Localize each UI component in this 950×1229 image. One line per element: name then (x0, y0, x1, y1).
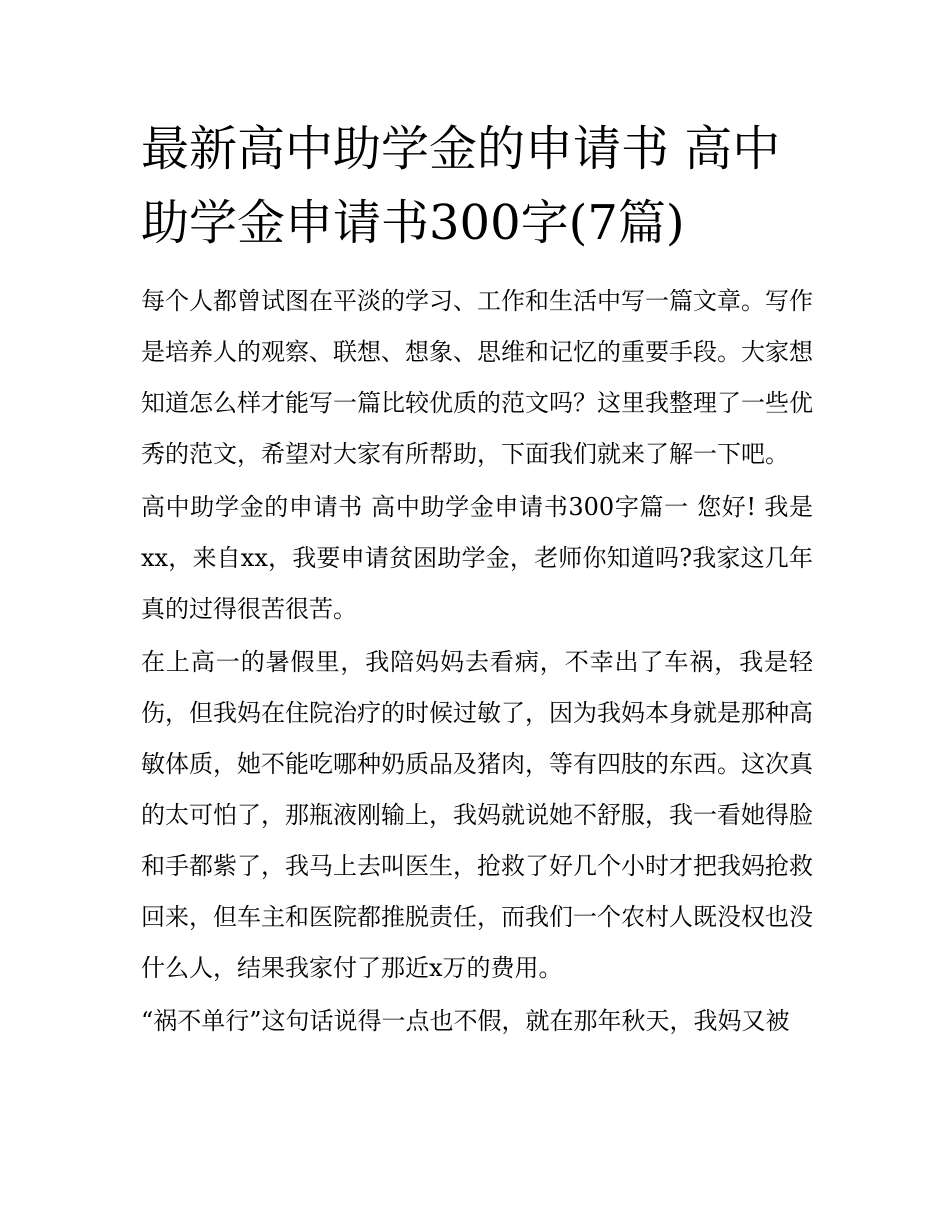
paragraph-greeting: 高中助学金的申请书 高中助学金申请书300字篇一 您好! 我是xx，来自xx，我要申请贫困助学金，老师你知道吗?我家这几年真的过得很苦很苦。 (141, 493, 813, 623)
paragraph-intro: 每个人都曾试图在平淡的学习、工作和生活中写一篇文章。写作是培养人的观察、联想、想象、思维和记忆的重要手段。大家想知道怎么样才能写一篇比较优质的范文吗？这里我整理了一些优秀的范文，希望对大家有所帮助，下面我们就来了解一下吧。 (141, 287, 813, 468)
paragraph-misfortune: “祸不单行”这句话说得一点也不假，就在那年秋天，我妈又被 (141, 1007, 790, 1035)
paragraph-accident: 在上高一的暑假里，我陪妈妈去看病，不幸出了车祸，我是轻伤，但我妈在住院治疗的时候过敏了，因为我妈本身就是那种高敏体质，她不能吃哪种奶质品及猪肉，等有四肢的东西。这次真的太可怕了，那瓶液刚输上，我妈就说她不舒服，我一看她得脸和手都紫了，我马上去叫医生，抢救了好几个小时才把我妈抢救回来，但车主和医院都推脱责任，而我们一个农村人既没权也没什么人，结果我家付了那近x万的费用。 (141, 648, 813, 982)
document-title: 最新高中助学金的申请书 高中助学金申请书300字(7篇) (141, 121, 781, 251)
document-body (141, 276, 813, 1049)
